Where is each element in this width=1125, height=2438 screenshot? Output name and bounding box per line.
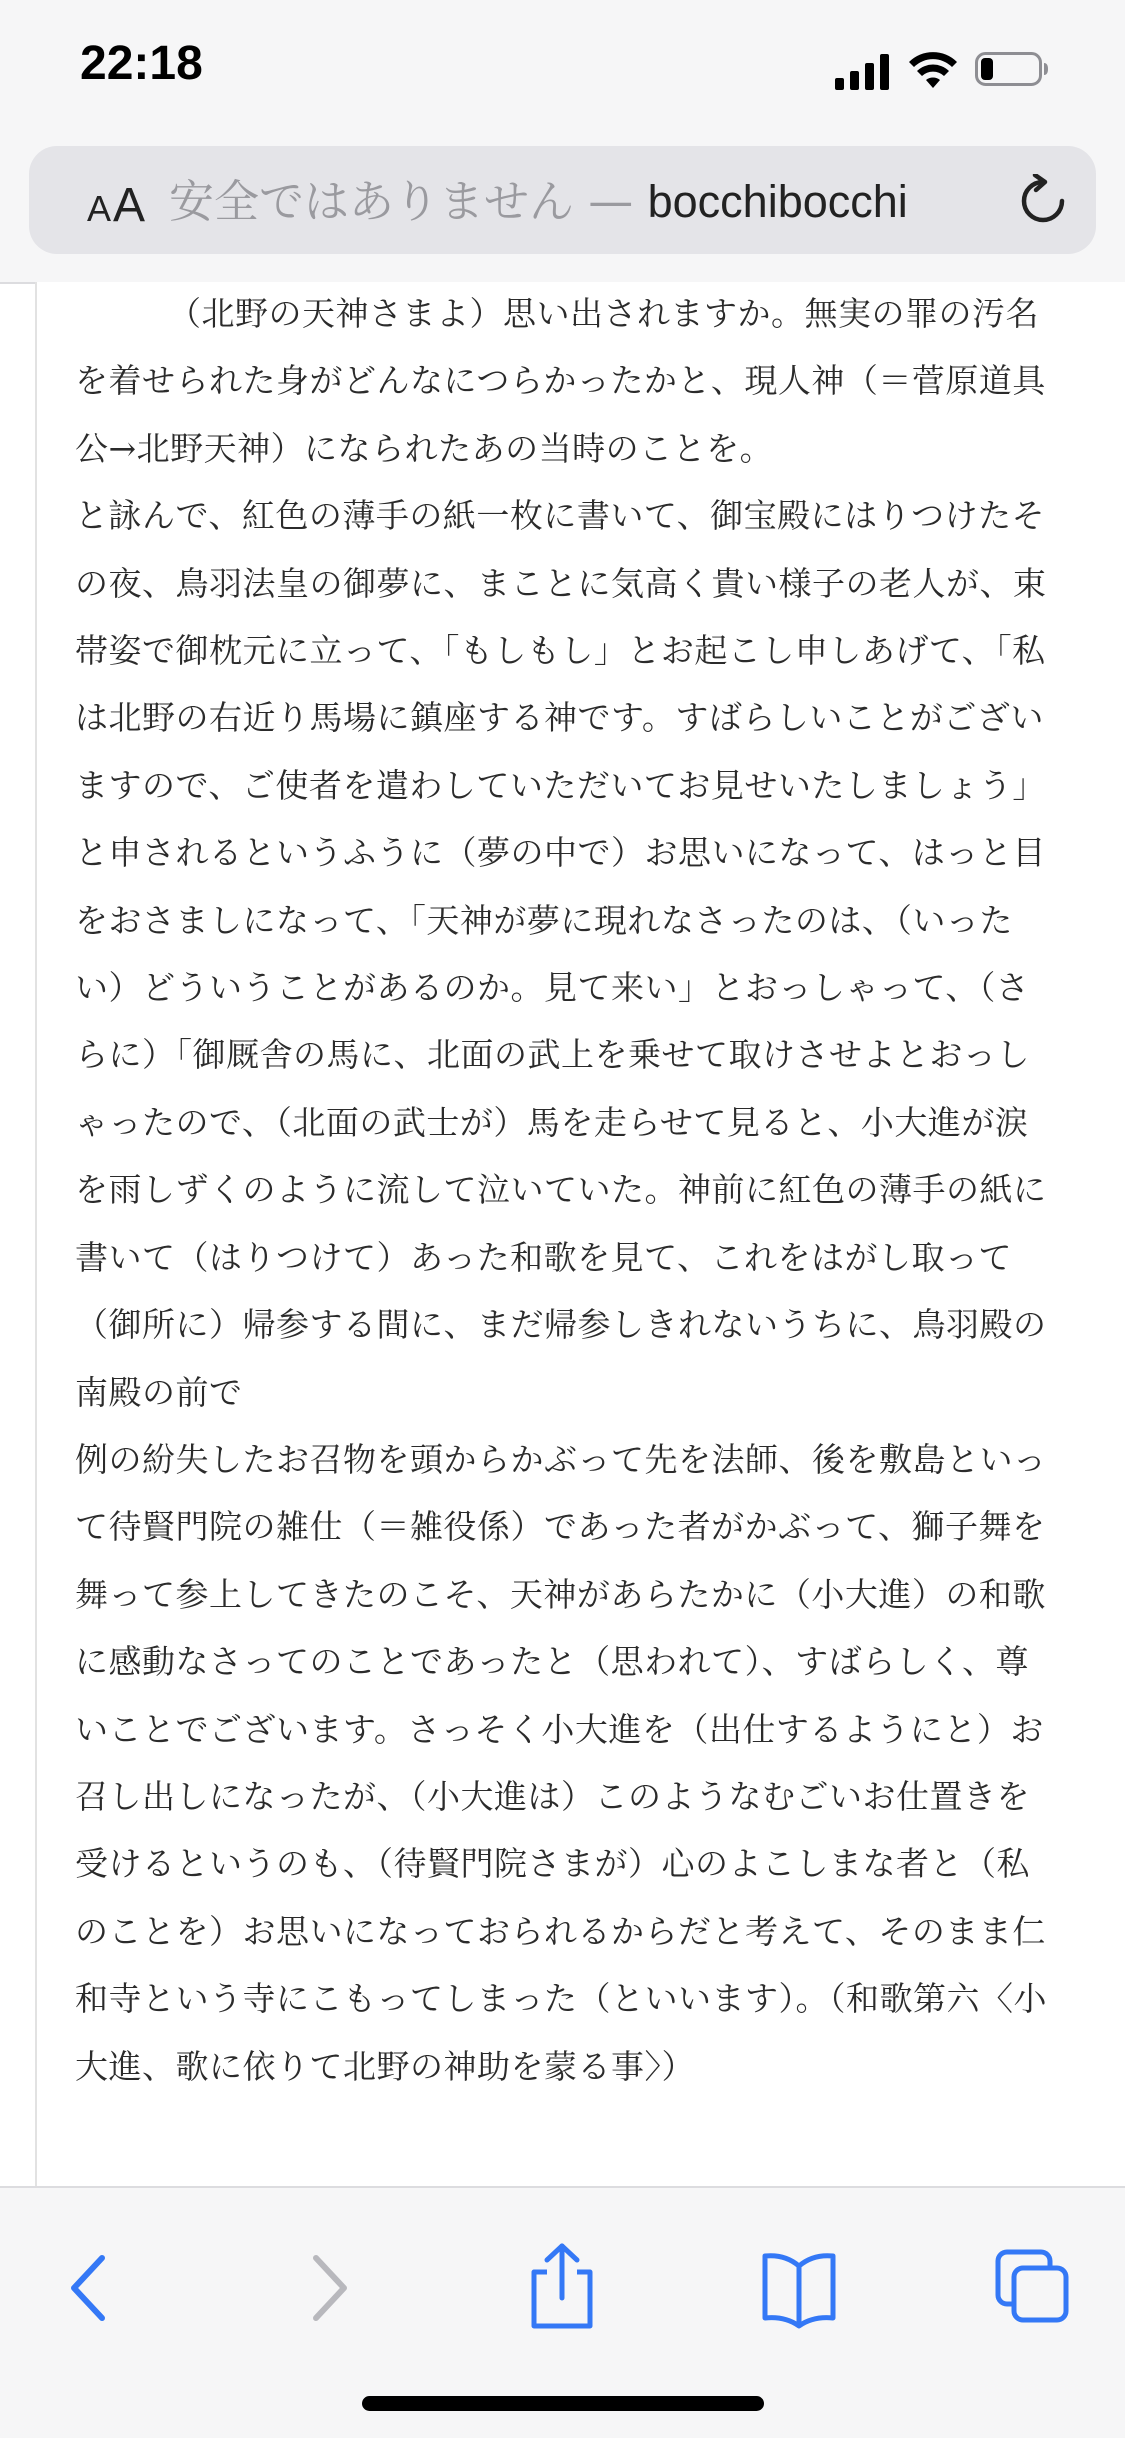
status-time: 22:18 xyxy=(80,37,203,90)
article-text xyxy=(75,282,1055,2100)
share-button[interactable] xyxy=(512,2238,612,2338)
reader-small-a: A xyxy=(87,188,112,229)
paragraph: （北野の天神さまよ）思い出されますか。無実の罪の汚名を着せられた身がどんなにつらかったかと、現人神（＝菅原道具公→北野天神）になられたあの当時のことを。 xyxy=(75,294,1046,468)
cellular-signal-icon xyxy=(835,54,891,90)
tabs-button[interactable] xyxy=(984,2238,1084,2338)
url-field[interactable] xyxy=(169,172,1009,232)
forward-icon xyxy=(276,2238,376,2338)
address-bar-area xyxy=(0,136,1125,284)
back-icon xyxy=(42,2238,142,2338)
bookmarks-button[interactable] xyxy=(749,2238,849,2338)
reader-big-a: A xyxy=(113,179,146,232)
reader-view-button[interactable] xyxy=(57,164,147,236)
back-button[interactable] xyxy=(42,2238,142,2338)
url-domain: bocchibocchi xyxy=(647,176,908,227)
address-bar[interactable] xyxy=(29,146,1096,254)
wifi-icon xyxy=(908,52,958,90)
security-warning: 安全ではありません — xyxy=(169,175,634,228)
bookmarks-icon xyxy=(749,2238,849,2338)
forward-button[interactable] xyxy=(276,2238,376,2338)
home-indicator[interactable] xyxy=(362,2396,764,2411)
status-bar xyxy=(0,0,1125,136)
battery-icon xyxy=(975,50,1049,88)
paragraph: 例の紛失したお召物を頭からかぶって先を法師、後を敷島といって待賢門院の雑仕（＝雑役係）であった者がかぶって、獅子舞を舞って参上してきたのこそ、天神があらたかに（小大進）の和歌に感動なさってのことであったと（思われて）、すばらしく、尊いことでございます。さっそく小大進を（出仕するようにと）お召し出しになったが、（小大進は）このようなむごいお仕置きを受けるというのも、（待賢門院さまが）心のよこしまな者と（私のことを）お思いになっておられるからだと考えて、そのまま仁和寺という寺にこもってしまった（といいます）。（和歌第六〈小大進、歌に依りて北野の神助を蒙る事〉） xyxy=(75,1439,1047,2086)
web-content[interactable] xyxy=(35,282,1125,2186)
share-icon xyxy=(512,2238,612,2338)
reload-button[interactable] xyxy=(1016,174,1070,228)
reload-icon xyxy=(1016,174,1070,228)
tabs-icon xyxy=(984,2238,1084,2338)
paragraph: と詠んで、紅色の薄手の紙一枚に書いて、御宝殿にはりつけたその夜、鳥羽法皇の御夢に、まことに気高く貴い様子の老人が、束帯姿で御枕元に立って、「もしもし」とお起こし申しあげて、「私は北野の右近り馬場に鎮座する神です。すばらしいことがございますので、ご使者を遣わしていただいてお見せいたしましょう」と申されるというふうに（夢の中で）お思いになって、はっと目をおさましになって、「天神が夢に現れなさったのは、（いったい）どういうことがあるのか。見て来い」とおっしゃって、（さらに）「御厩舎の馬に、北面の武上を乗せて取けさせよとおっしゃったので、（北面の武士が）馬を走らせて見ると、小大進が涙を雨しずくのように流して泣いていた。神前に紅色の薄手の紙に書いて（はりつけて）あった和歌を見て、これをはがし取って（御所に）帰参する間に、まだ帰参しきれないうちに、鳥羽殿の南殿の前で xyxy=(75,496,1047,1412)
